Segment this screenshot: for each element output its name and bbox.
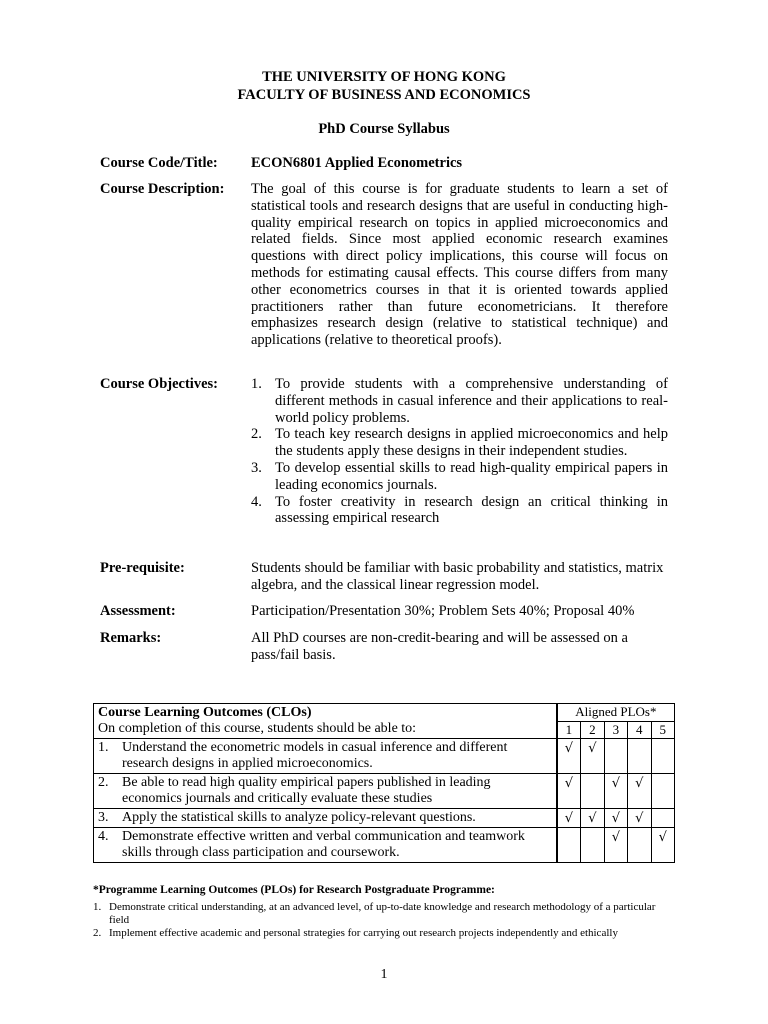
clo-text: Be able to read high quality empirical papers published in leading economics journals and critically evaluate these studies — [122, 775, 491, 806]
plo-check-cell — [651, 774, 674, 809]
prerequisite-value: Students should be familiar with basic probability and statistics, matrix algebra, and the classical linear regression model. — [251, 560, 664, 593]
clo-table — [93, 703, 675, 863]
clo-number: 2. — [98, 775, 109, 790]
plo-check-cell — [628, 774, 651, 809]
plo-check-cell — [604, 774, 627, 809]
plo-check-cell — [557, 739, 581, 774]
assessment-label: Assessment: — [100, 603, 176, 619]
clo-header — [94, 704, 557, 739]
plo-check-cell — [628, 809, 651, 828]
check-icon: √ — [635, 811, 644, 826]
clo-number: 3. — [98, 810, 109, 825]
plo-note-number: 2. — [93, 927, 102, 939]
plo-note-number: 1. — [93, 901, 102, 913]
course-code-label: Course Code/Title: — [100, 155, 218, 171]
plo-note-text: Implement effective academic and personal strategies for carrying out research projects independently and ethically — [109, 927, 618, 939]
university-name: THE UNIVERSITY OF HONG KONG — [262, 69, 506, 85]
plo-check-cell — [581, 828, 604, 863]
plo-check-cell — [651, 739, 674, 774]
check-icon: √ — [658, 830, 667, 845]
check-icon: √ — [611, 811, 620, 826]
plo-number: 5 — [651, 721, 674, 739]
clo-number: 1. — [98, 740, 109, 755]
plo-check-cell — [581, 809, 604, 828]
clo-outcome — [94, 809, 557, 828]
plo-note-item — [93, 901, 678, 927]
remarks-label: Remarks: — [100, 630, 162, 646]
aligned-plos-heading: Aligned PLOs* — [557, 704, 675, 722]
plo-note-text: Demonstrate critical understanding, at an advanced level, of up-to-date knowledge and research methodology of a particular field — [109, 901, 656, 926]
plo-notes-title: *Programme Learning Outcomes (PLOs) for Research Postgraduate Programme: — [93, 884, 495, 896]
plo-number: 2 — [581, 721, 604, 739]
clo-outcome — [94, 774, 557, 809]
plo-check-cell — [604, 739, 627, 774]
course-description-value: The goal of this course is for graduate students to learn a set of statistical tools and research designs that are useful in conducting high-quality empirical research on topics in applied microeconomics and related fields. Since most applied economic research examines questions with direct policy implications, this course will focus on methods for estimating causal effects. This course differs from many other econometrics courses in that it is oriented towards applied practitioners rather than future econometricians. It therefore emphasizes research design (relative to statistical technique) and applications (relative to theoretical proofs). — [251, 181, 668, 349]
course-objectives-label: Course Objectives: — [100, 376, 218, 392]
plo-check-cell — [557, 809, 581, 828]
plo-check-cell — [628, 828, 651, 863]
objective-item: To teach key research designs in applied microeconomics and help the students apply these designs in their independent studies. — [275, 426, 668, 460]
check-icon: √ — [588, 741, 597, 756]
clo-number: 4. — [98, 829, 109, 844]
plo-check-cell — [628, 739, 651, 774]
objective-item: To provide students with a comprehensive understanding of different methods in casual inference and their applications to real-world policy problems. — [275, 376, 668, 426]
plo-check-cell — [581, 774, 604, 809]
course-code-value: ECON6801 Applied Econometrics — [251, 155, 463, 171]
plo-check-cell — [557, 774, 581, 809]
assessment-value: Participation/Presentation 30%; Problem Sets 40%; Proposal 40% — [251, 603, 635, 619]
clo-row — [94, 774, 675, 809]
check-icon: √ — [611, 830, 620, 845]
plo-check-cell — [557, 828, 581, 863]
plo-notes-list — [93, 901, 678, 940]
clo-row — [94, 809, 675, 828]
check-icon: √ — [564, 741, 574, 756]
clo-subheading: On completion of this course, students should be able to: — [98, 721, 417, 736]
document-title: PhD Course Syllabus — [318, 121, 450, 137]
clo-heading: Course Learning Outcomes (CLOs) — [98, 705, 312, 720]
clo-row — [94, 739, 675, 774]
check-icon: √ — [564, 776, 574, 791]
page-number: 1 — [380, 967, 388, 982]
course-objectives — [251, 376, 668, 527]
plo-check-cell — [651, 828, 674, 863]
plo-note-item — [93, 927, 678, 940]
prerequisite-label: Pre-requisite: — [100, 560, 185, 576]
remarks-value: All PhD courses are non-credit-bearing and will be assessed on a pass/fail basis. — [251, 630, 628, 663]
plo-check-cell — [651, 809, 674, 828]
faculty-name: FACULTY OF BUSINESS AND ECONOMICS — [237, 87, 531, 103]
plo-number: 4 — [628, 721, 651, 739]
check-icon: √ — [635, 776, 644, 791]
plo-number: 1 — [557, 721, 581, 739]
course-description-label: Course Description: — [100, 181, 225, 197]
plo-check-cell — [604, 809, 627, 828]
check-icon: √ — [564, 811, 574, 826]
objective-item: To develop essential skills to read high-quality empirical papers in leading economics journals. — [275, 459, 668, 493]
objective-item: To foster creativity in research design an critical thinking in assessing empirical research — [275, 493, 668, 527]
plo-check-cell — [581, 739, 604, 774]
check-icon: √ — [588, 811, 597, 826]
plo-number: 3 — [604, 721, 627, 739]
clo-text: Understand the econometric models in casual inference and different research designs in applied microeconomics. — [122, 740, 508, 771]
clo-outcome — [94, 739, 557, 774]
clo-text: Apply the statistical skills to analyze policy-relevant questions. — [122, 810, 476, 825]
check-icon: √ — [611, 776, 620, 791]
plo-check-cell — [604, 828, 627, 863]
clo-outcome — [94, 828, 557, 863]
clo-text: Demonstrate effective written and verbal communication and teamwork skills through class participation and coursework. — [122, 829, 525, 860]
clo-row — [94, 828, 675, 863]
